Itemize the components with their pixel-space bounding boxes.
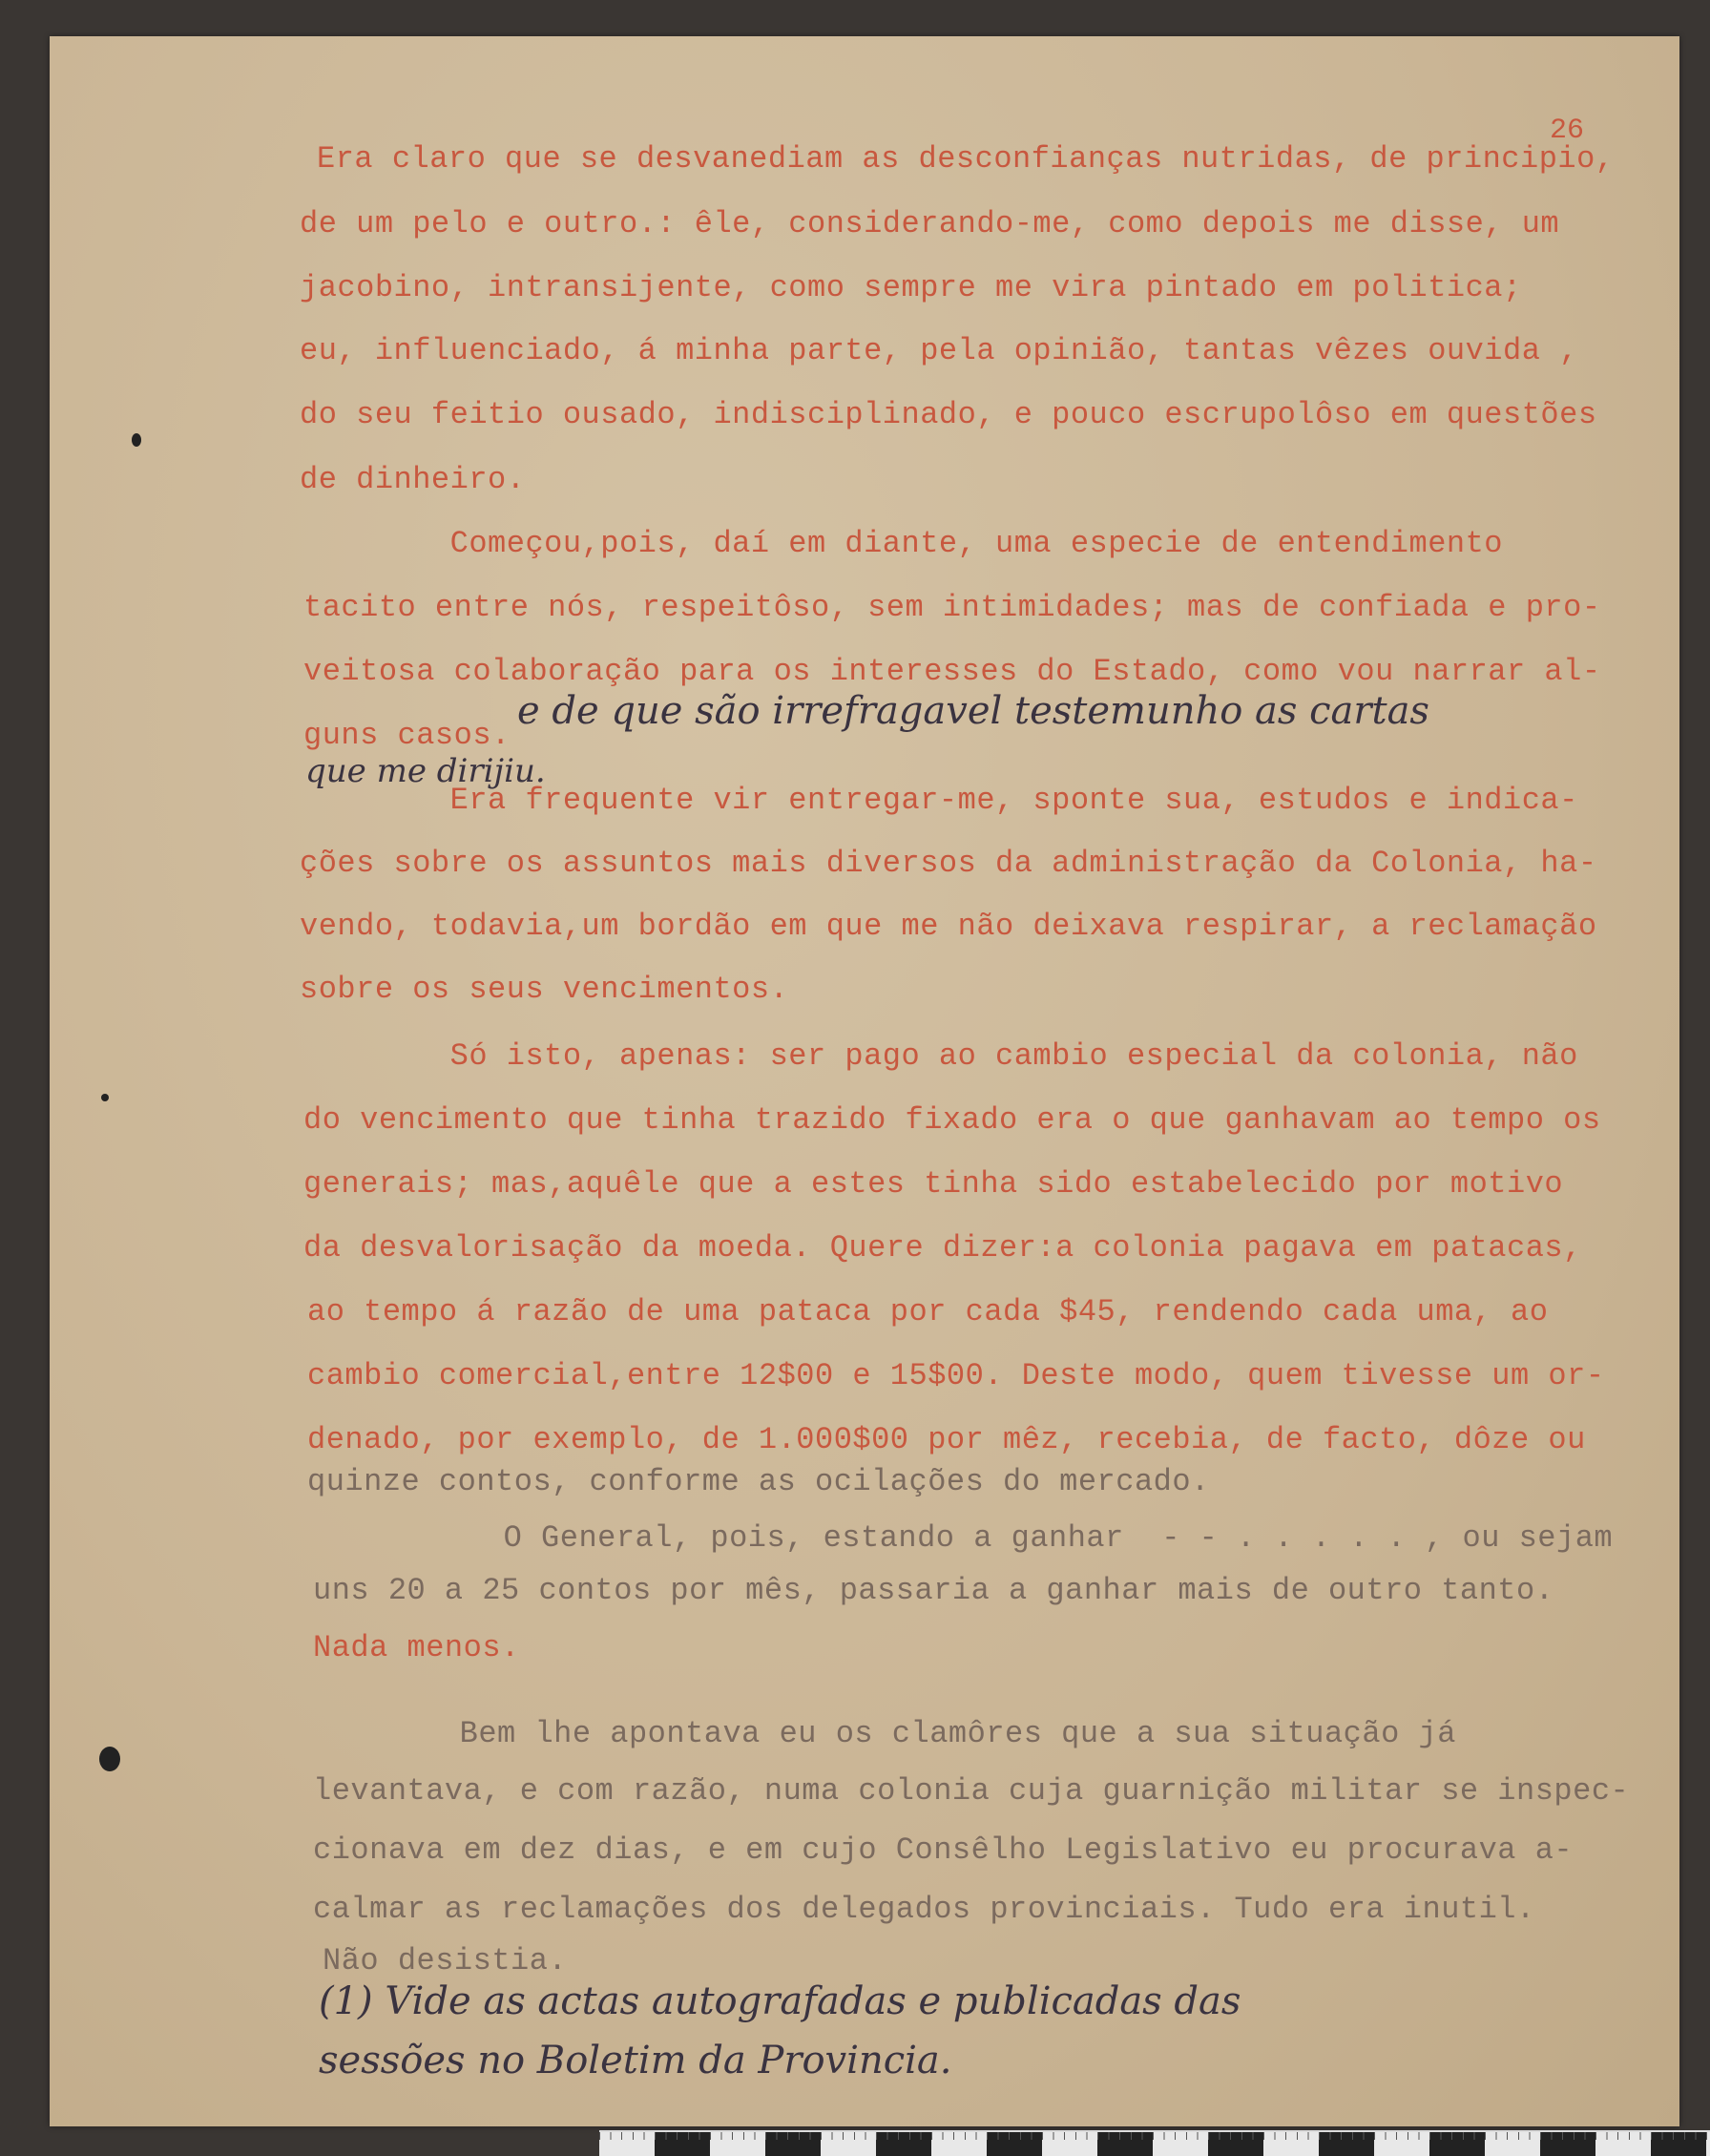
text-line: do seu feitio ousado, indisciplinado, e pouco escrupolôso em questões — [300, 397, 1597, 432]
page-number: 26 — [1550, 115, 1585, 147]
text-line: denado, por exemplo, de 1.000$00 por mêz, recebia, de facto, dôze ou — [307, 1422, 1586, 1457]
text-line: de dinheiro. — [300, 462, 526, 497]
text-line: O General, pois, estando a ganhar - - . . . . . , ou sejam — [353, 1520, 1614, 1556]
text-line: quinze contos, conforme as ocilações do mercado. — [307, 1464, 1210, 1499]
text-line: uns 20 a 25 contos por mês, passaria a ganhar mais de outro tanto. — [313, 1573, 1554, 1608]
text-line: Só isto, apenas: ser pago ao cambio especial da colonia, não — [300, 1038, 1578, 1074]
text-line: Começou,pois, daí em diante, uma especie de entendimento — [300, 526, 1503, 561]
text-line: calmar as reclamações dos delegados provinciais. Tudo era inutil. — [313, 1892, 1535, 1927]
handwritten-insertion: que me dirijiu. — [305, 752, 546, 790]
text-line: levantava, e com razão, numa colonia cuja guarnição militar se inspec- — [313, 1773, 1630, 1809]
text-line: guns casos. — [303, 718, 511, 753]
text-line: tacito entre nós, respeitôso, sem intimidades; mas de confiada e pro- — [303, 590, 1601, 625]
text-line: eu, influenciado, á minha parte, pela opinião, tantas vêzes ouvida , — [300, 333, 1578, 368]
scale-ruler — [599, 2130, 1710, 2156]
handwritten-footnote: (1) Vide as actas autografadas e publicadas das — [319, 1979, 1241, 2023]
text-line: jacobino, intransijente, como sempre me vira pintado em politica; — [300, 270, 1522, 305]
text-line: Bem lhe apontava eu os clamôres que a sua situação já — [309, 1716, 1456, 1751]
text-line: sobre os seus vencimentos. — [300, 972, 789, 1007]
text-line: Era claro que se desvanediam as desconfianças nutridas, de principio, — [317, 141, 1615, 177]
document-page — [50, 36, 1679, 2126]
ink-mark — [132, 433, 141, 447]
handwritten-footnote: sessões no Boletim da Provincia. — [319, 2039, 952, 2083]
text-line: ao tempo á razão de uma pataca por cada $45, rendendo cada uma, ao — [307, 1294, 1549, 1329]
text-line: cambio comercial,entre 12$00 e 15$00. Deste modo, quem tivesse um or- — [307, 1358, 1605, 1393]
text-line: vendo, todavia,um bordão em que me não deixava respirar, a reclamação — [300, 909, 1597, 944]
text-line: Nada menos. — [313, 1630, 520, 1665]
text-line: ções sobre os assuntos mais diversos da administração da Colonia, ha- — [300, 846, 1597, 881]
punch-hole — [99, 1747, 120, 1771]
text-line: Não desistia. — [323, 1943, 568, 1978]
text-line: generais; mas,aquêle que a estes tinha sido estabelecido por motivo — [303, 1166, 1564, 1202]
text-line: cionava em dez dias, e em cujo Consêlho Legislativo eu procurava a- — [313, 1832, 1574, 1868]
text-line: Era frequente vir entregar-me, sponte sua, estudos e indica- — [300, 783, 1578, 818]
text-line: do vencimento que tinha trazido fixado era o que ganhavam ao tempo os — [303, 1102, 1601, 1138]
handwritten-insertion: e de que são irrefragavel testemunho as cartas — [517, 689, 1429, 733]
text-line: da desvalorisação da moeda. Quere dizer:a colonia pagava em patacas, — [303, 1230, 1582, 1266]
text-line: veitosa colaboração para os interesses do Estado, como vou narrar al- — [303, 654, 1601, 689]
text-line: de um pelo e outro.: êle, considerando-me, como depois me disse, um — [300, 206, 1560, 241]
ink-mark — [101, 1094, 109, 1101]
